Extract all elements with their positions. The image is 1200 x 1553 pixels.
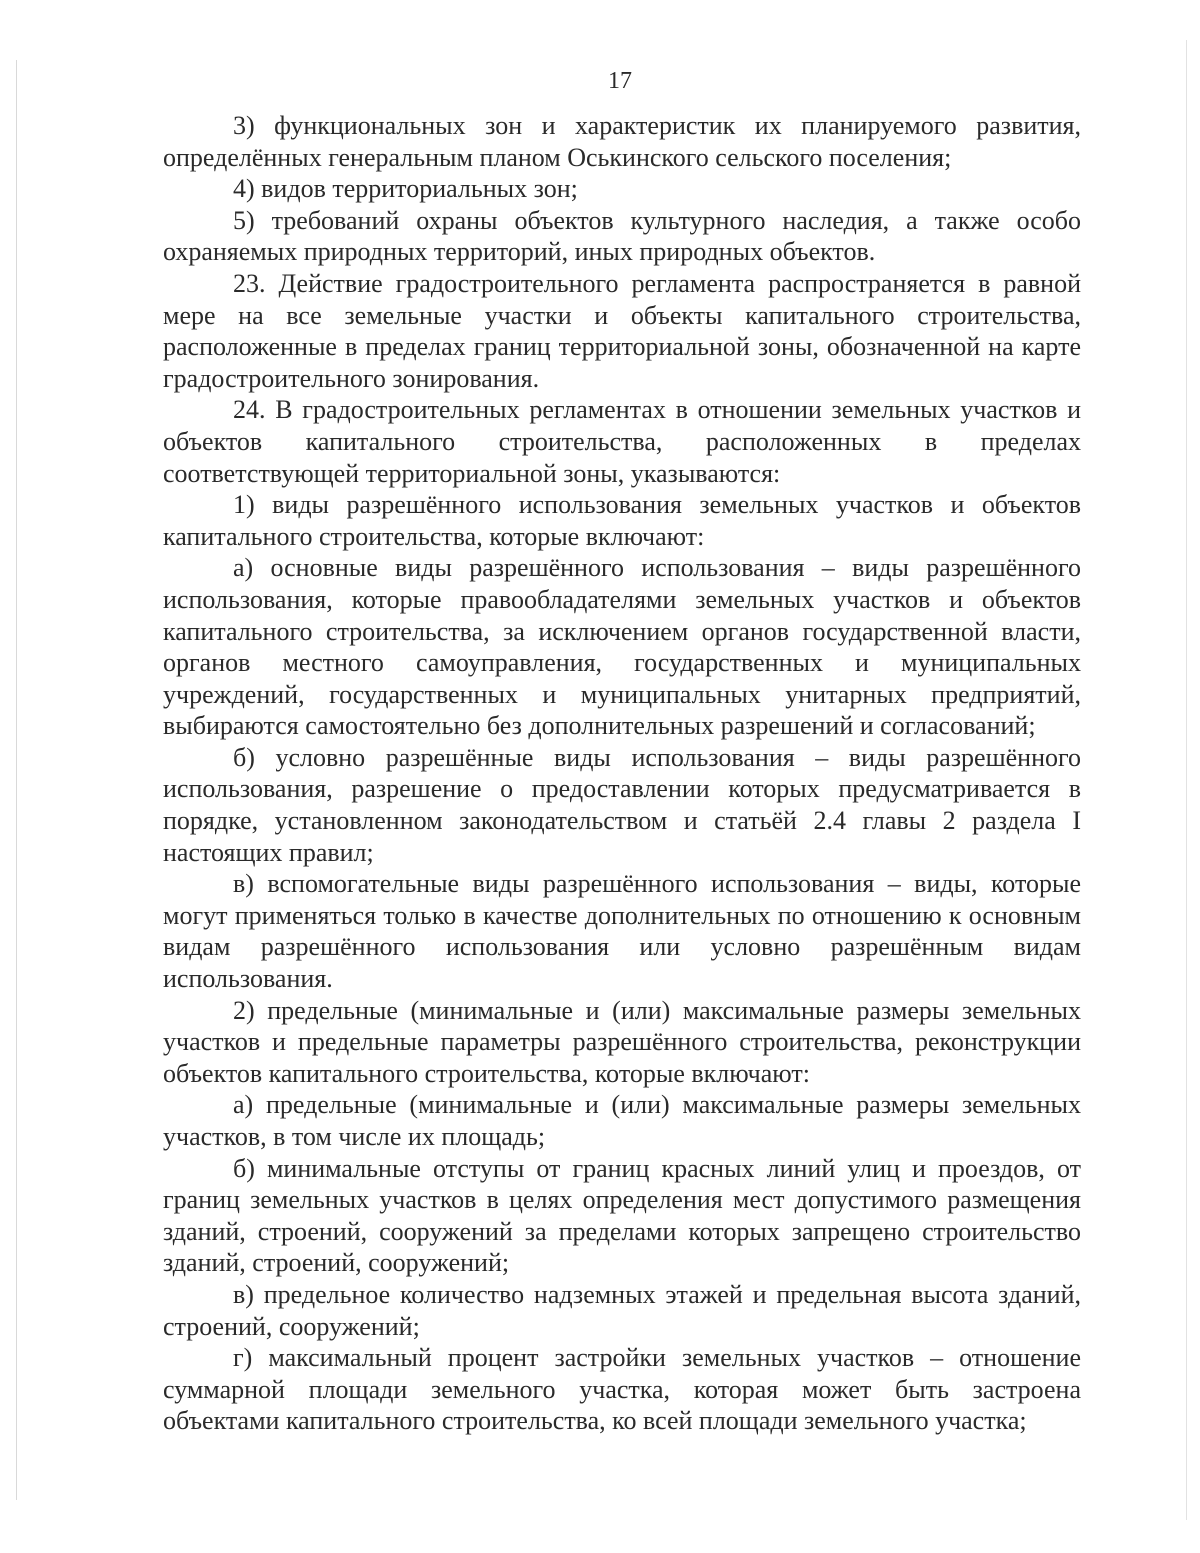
paragraph-subitem-1a: а) основные виды разрешённого использования – виды разрешённого использования, которые правообладателями земельных участков и объектов капитального строительства, за исключением органов государственной власти, органов местного самоуправления, государственных и муниципальных учреждений, государственных и муниципальных унитарных предприятий, выбираются самостоятельно без дополнительных разрешений и согласований; bbox=[163, 553, 1081, 741]
paragraph-subitem-2g: г) максимальный процент застройки земельных участков – отношение суммарной площади земельного участка, которая может быть застроена объектами капитального строительства, ко всей площади земельного участка; bbox=[163, 1343, 1081, 1436]
paragraph-clause-23: 23. Действие градостроительного регламента распространяется в равной мере на все земельные участки и объекты капитального строительства, расположенные в пределах границ территориальной зоны, обозначенной на карте градостроительного зонирования. bbox=[163, 268, 1081, 393]
scan-edge-left bbox=[16, 60, 17, 1500]
paragraph-item-3: 3) функциональных зон и характеристик их планируемого развития, определённых генеральным планом Оськинского сельского поселения; bbox=[163, 111, 1081, 172]
paragraph-clause-24: 24. В градостроительных регламентах в отношении земельных участков и объектов капитального строительства, расположенных в пределах соответствующей территориальной зоны, указываются: bbox=[163, 395, 1081, 488]
paragraph-subitem-2: 2) предельные (минимальные и (или) максимальные размеры земельных участков и предельные параметры разрешённого строительства, реконструкции объектов капитального строительства, которые включают: bbox=[163, 995, 1081, 1088]
paragraph-subitem-1v: в) вспомогательные виды разрешённого использования – виды, которые могут применяться только в качестве дополнительных по отношению к основным видам разрешённого использования или условно разрешённым видам использования. bbox=[163, 869, 1081, 994]
paragraph-item-4: 4) видов территориальных зон; bbox=[233, 174, 578, 204]
paragraph-subitem-1: 1) виды разрешённого использования земельных участков и объектов капитального строительства, которые включают: bbox=[163, 490, 1081, 551]
paragraph-subitem-2b: б) минимальные отступы от границ красных линий улиц и проездов, от границ земельных участков в целях определения мест допустимого размещения зданий, строений, сооружений за пределами которых запрещено строительство зданий, строений, сооружений; bbox=[163, 1153, 1081, 1278]
paragraph-subitem-2a: а) предельные (минимальные и (или) максимальные размеры земельных участков, в том числе их площадь; bbox=[163, 1090, 1081, 1151]
paragraph-item-5: 5) требований охраны объектов культурного наследия, а также особо охраняемых природных территорий, иных природных объектов. bbox=[163, 205, 1081, 267]
page-number: 17 bbox=[608, 68, 632, 94]
paragraph-subitem-1b: б) условно разрешённые виды использования – виды разрешённого использования, разрешение о предоставлении которых предусматривается в порядке, установленном законодательством и статьёй 2.4 главы 2 раздела I настоящих правил; bbox=[163, 742, 1081, 867]
scan-edge-right bbox=[1186, 40, 1187, 1520]
document-body bbox=[163, 110, 1081, 1437]
paragraph-subitem-2v: в) предельное количество надземных этажей и предельная высота зданий, строений, сооружений; bbox=[163, 1279, 1081, 1341]
